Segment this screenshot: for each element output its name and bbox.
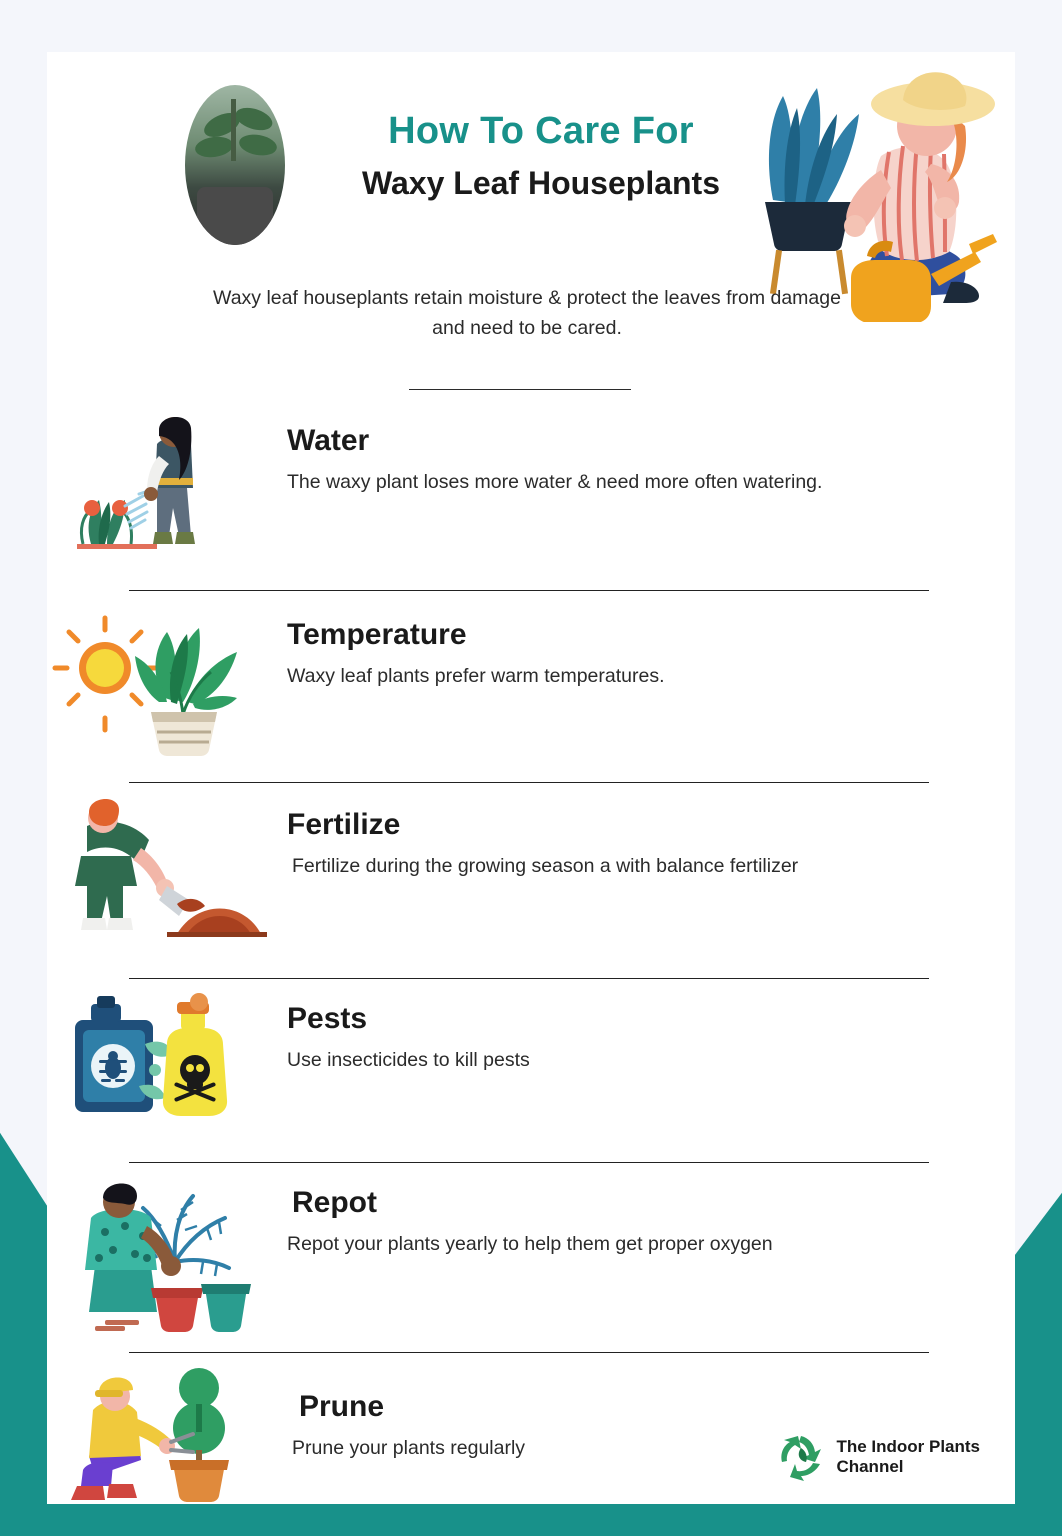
header-illustration xyxy=(755,60,1005,322)
section-description: Waxy leaf plants prefer warm temperatures. xyxy=(287,665,665,687)
header-plant-photo xyxy=(185,85,285,245)
section-description: Prune your plants regularly xyxy=(292,1437,526,1459)
section-repot xyxy=(47,1162,1015,1352)
insecticide-containers-icon xyxy=(47,978,287,1138)
section-fertilize xyxy=(47,782,1015,978)
section-description: The waxy plant loses more water & need more often watering. xyxy=(287,471,823,493)
woman-watering-plants-icon xyxy=(47,404,287,564)
section-water-text xyxy=(287,404,1015,498)
section-water xyxy=(47,404,1015,590)
brand-line-2: Channel xyxy=(836,1457,904,1476)
header xyxy=(47,52,1015,339)
footer-logo xyxy=(776,1432,980,1482)
section-title: Pests xyxy=(287,1002,368,1035)
section-pests-text xyxy=(287,978,1015,1076)
section-temperature xyxy=(47,590,1015,782)
section-title: Fertilize xyxy=(287,808,401,841)
section-title: Prune xyxy=(299,1390,385,1423)
section-title: Repot xyxy=(292,1186,377,1219)
section-pests xyxy=(47,978,1015,1162)
title-block xyxy=(321,110,761,202)
recycle-leaves-logo-icon xyxy=(776,1432,826,1482)
sun-and-potted-plant-icon xyxy=(47,590,287,750)
brand-name xyxy=(836,1437,980,1478)
sections-list xyxy=(47,404,1015,1504)
header-divider xyxy=(409,389,631,390)
page-title-main: Waxy Leaf Houseplants xyxy=(361,164,720,201)
infographic-card xyxy=(47,52,1015,1504)
woman-repotting-plant-icon xyxy=(47,1162,287,1322)
section-fertilize-text xyxy=(287,782,1015,882)
section-repot-text xyxy=(287,1162,1015,1260)
header-subtitle: Waxy leaf houseplants retain moisture & protect the leaves from damage and need to be cared. xyxy=(213,287,841,339)
section-description: Repot your plants yearly to help them get proper oxygen xyxy=(287,1233,773,1255)
man-pruning-topiary-icon xyxy=(47,1352,287,1504)
page-title-top: How To Care For xyxy=(388,110,694,152)
section-temperature-text xyxy=(287,590,1015,692)
brand-line-1: The Indoor Plants xyxy=(836,1436,980,1456)
section-title: Temperature xyxy=(287,618,467,651)
section-description: Fertilize during the growing season a with balance fertilizer xyxy=(292,855,799,877)
woman-adding-fertilizer-icon xyxy=(47,782,287,942)
section-description: Use insecticides to kill pests xyxy=(287,1049,530,1071)
section-title: Water xyxy=(287,424,370,457)
